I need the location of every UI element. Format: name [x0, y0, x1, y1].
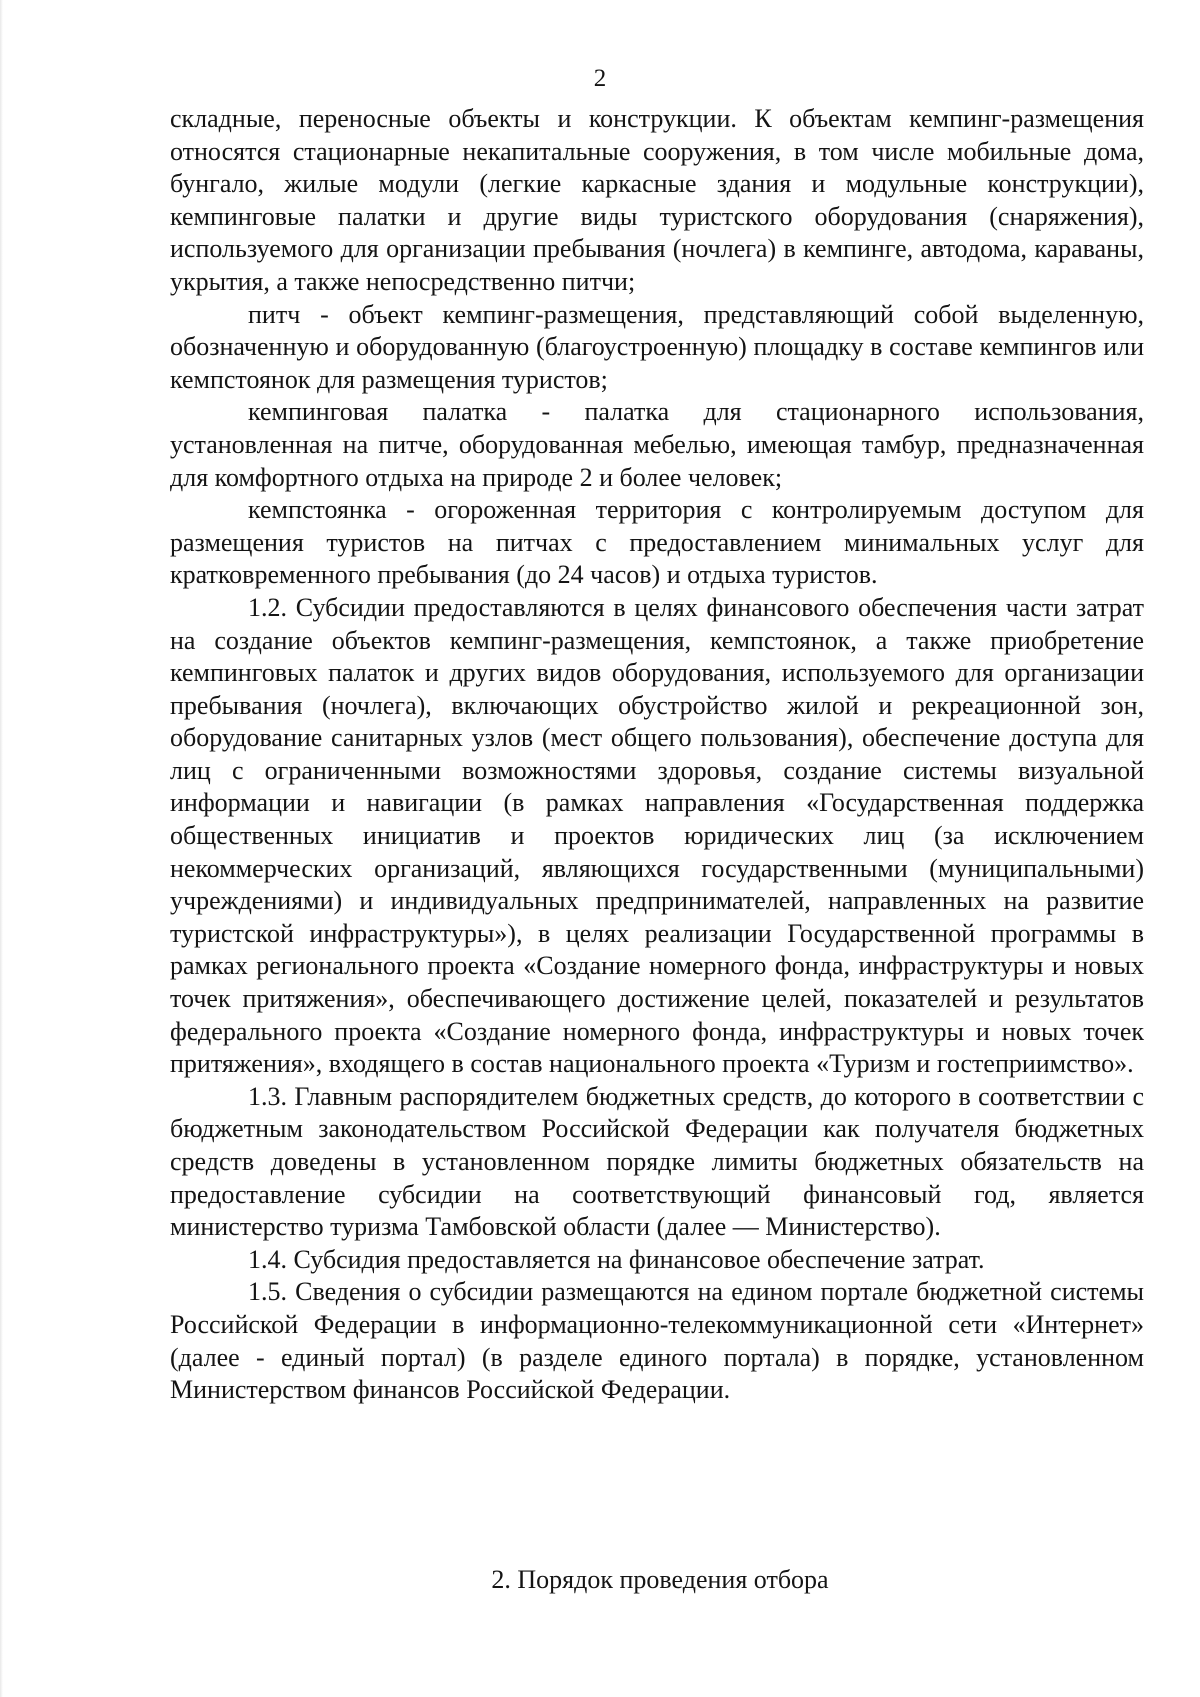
- section-heading: 2. Порядок проведения отбора: [491, 1565, 829, 1594]
- paragraph-1-4: 1.4. Субсидия предоставляется на финансовое обеспечение затрат.: [248, 1244, 985, 1274]
- document-body: [170, 103, 1144, 1407]
- page-number: 2: [593, 65, 607, 92]
- paragraph-definition-camping-tent: кемпинговая палатка - палатка для стационарного использования, установленная на питче, оборудованная мебелью, имеющая тамбур, предназначенная для комфортного отдыха на природе 2 и более человек;: [170, 397, 1144, 492]
- paragraph-1-2: 1.2. Субсидии предоставляются в целях финансового обеспечения части затрат на создание объектов кемпинг-размещения, кемпстоянок, а также приобретение кемпинговых палаток и других видов оборудования, используемого для организации пребывания (ночлега), включающих обустройство жилой и рекреационной зон, оборудование санитарных узлов (мест общего пользования), обеспечение доступа для лиц с ограниченными возможностями здоровья, создание системы визуальной информации и навигации (в рамках направления «Государственная поддержка общественных инициатив и проектов юридических лиц (за исключением некоммерческих организаций, являющихся государственными (муниципальными) учреждениями) и индивидуальных предпринимателей, направленных на развитие туристской инфраструктуры»), в целях реализации Государственной программы в рамках регионального проекта «Создание номерного фонда, инфраструктуры и новых точек притяжения», обеспечивающего достижение целей, показателей и результатов федерального проекта «Создание номерного фонда, инфраструктуры и новых точек притяжения», входящего в состав национального проекта «Туризм и гостеприимство».: [170, 592, 1144, 1079]
- paragraph-definition-campsite: кемпстоянка - огороженная территория с контролируемым доступом для размещения туристов на питчах с предоставлением минимальных услуг для кратковременного пребывания (до 24 часов) и отдыха туристов.: [170, 495, 1144, 590]
- paragraph-1-3: 1.3. Главным распорядителем бюджетных средств, до которого в соответствии с бюджетным законодательством Российской Федерации как получателя бюджетных средств доведены в установленном порядке лимиты бюджетных обязательств на предоставление субсидии на соответствующий финансовый год, является министерство туризма Тамбовской области (далее — Министерство).: [170, 1081, 1144, 1242]
- paragraph-definition-pitch: питч - объект кемпинг-размещения, представляющий собой выделенную, обозначенную и оборудованную (благоустроенную) площадку в составе кемпингов или кемпстоянок для размещения туристов;: [170, 299, 1144, 394]
- paragraph-continuation: складные, переносные объекты и конструкции. К объектам кемпинг-размещения относятся стационарные некапитальные сооружения, в том числе мобильные дома, бунгало, жилые модули (легкие каркасные здания и модульные конструкции), кемпинговые палатки и другие виды туристского оборудования (снаряжения), используемого для организации пребывания (ночлега) в кемпинге, автодома, караваны, укрытия, а также непосредственно питчи;: [170, 104, 1144, 296]
- scan-edge: [0, 0, 3, 1697]
- paragraph-1-5: 1.5. Сведения о субсидии размещаются на едином портале бюджетной системы Российской Федерации в информационно-телекоммуникационной сети «Интернет» (далее - единый портал) (в разделе единого портала) в порядке, установленном Министерством финансов Российской Федерации.: [170, 1277, 1144, 1405]
